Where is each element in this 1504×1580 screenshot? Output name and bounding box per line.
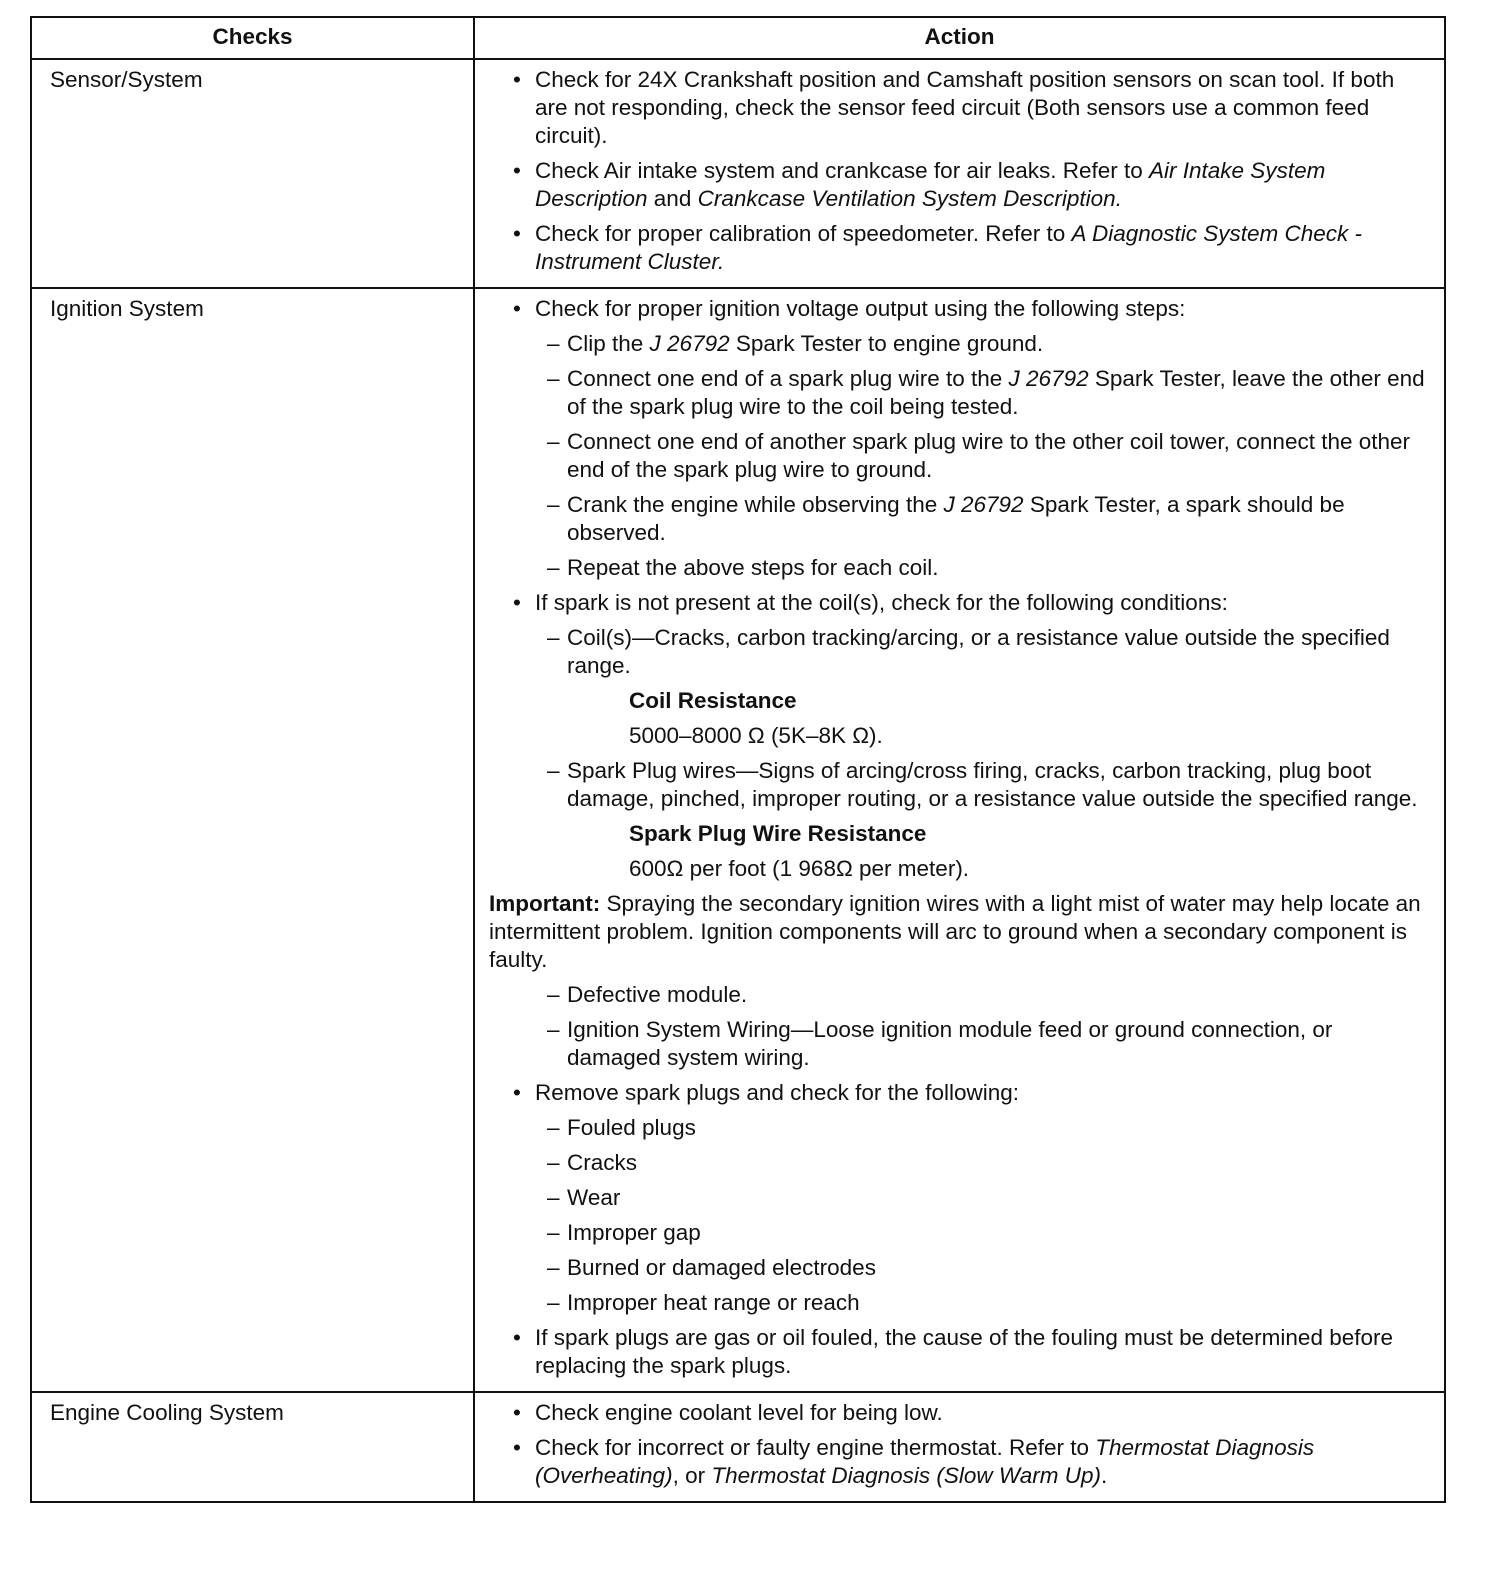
important-note: Important: Spraying the secondary ignition wires with a light mist of water may help locate an intermittent problem. Ignition components will arc to ground when a secondary component is faulty. [489, 891, 1421, 972]
dash-icon: – [547, 492, 560, 517]
bullet-icon: • [513, 158, 521, 183]
bullet-icon: • [513, 590, 521, 615]
action-cell [474, 59, 1445, 288]
dash-icon: – [547, 1255, 560, 1280]
dash-icon: – [547, 758, 560, 783]
reference-link: A Diagnostic System Check - Instrument Cluster [535, 221, 1363, 274]
dash-icon: – [547, 1115, 560, 1140]
dash-icon: – [547, 625, 560, 650]
spec-value: 5000–8000 Ω (5K–8K Ω). [629, 723, 883, 748]
spec-heading: Spark Plug Wire Resistance [629, 821, 927, 846]
dash-icon: – [547, 331, 560, 356]
list-item: • Check Air intake system and crankcase for air leaks. Refer to Air Intake System Description and Crankcase Ventilation System Description. [513, 158, 1326, 211]
dash-icon: – [547, 1185, 560, 1210]
list-item: • Remove spark plugs and check for the following: [513, 1080, 1020, 1105]
sub-list-item: – Improper gap [547, 1220, 701, 1245]
check-cell: Sensor/System [31, 59, 474, 288]
bullet-icon: • [513, 1435, 521, 1460]
dash-icon: – [547, 429, 560, 454]
spec-heading: Coil Resistance [629, 688, 797, 713]
bullet-icon: • [513, 1080, 521, 1105]
header-action: Action [474, 17, 1445, 59]
list-item: • Check engine coolant level for being low. [513, 1400, 943, 1425]
tool-reference: J 26792 [1008, 366, 1089, 391]
tool-reference: J 26792 [943, 492, 1024, 517]
list-item: • If spark is not present at the coil(s), check for the following conditions: [513, 590, 1228, 615]
spec-value: 600Ω per foot (1 968Ω per meter). [629, 856, 970, 881]
list-item: • Check for proper calibration of speedometer. Refer to A Diagnostic System Check - Instrument Cluster. [513, 221, 1363, 274]
dash-icon: – [547, 1017, 560, 1042]
sub-list-item: – Wear [547, 1185, 621, 1210]
bullet-icon: • [513, 1325, 521, 1350]
check-cell: Engine Cooling System [31, 1392, 474, 1502]
sub-list-item: – Connect one end of another spark plug wire to the other coil tower, connect the other end of the spark plug wire to ground. [547, 429, 1411, 482]
dash-icon: – [547, 1220, 560, 1245]
table-row [31, 59, 1445, 288]
sub-list-item: – Clip the J 26792 Spark Tester to engine ground. [547, 331, 1044, 356]
table-row [31, 1392, 1445, 1502]
sub-list-item: – Fouled plugs [547, 1115, 696, 1140]
sub-list-item: – Cracks [547, 1150, 638, 1175]
sub-list-item: – Coil(s)—Cracks, carbon tracking/arcing, or a resistance value outside the specified range. [547, 625, 1390, 678]
sub-list-item: – Connect one end of a spark plug wire to the J 26792 Spark Tester, leave the other end of the spark plug wire to the coil being tested. [547, 366, 1425, 419]
sub-list-item: – Ignition System Wiring—Loose ignition module feed or ground connection, or damaged system wiring. [547, 1017, 1333, 1070]
bullet-icon: • [513, 296, 521, 321]
list-item: • Check for incorrect or faulty engine thermostat. Refer to Thermostat Diagnosis (Overheating), or Thermostat Diagnosis (Slow Warm Up). [513, 1435, 1315, 1488]
check-cell: Ignition System [31, 288, 474, 1392]
header-row [31, 17, 1445, 59]
diagnostic-checks-table [30, 16, 1446, 1503]
reference-link: Thermostat Diagnosis (Overheating) [535, 1435, 1315, 1488]
sub-list-item: – Defective module. [547, 982, 748, 1007]
sub-list-item: – Repeat the above steps for each coil. [547, 555, 939, 580]
sub-list-item: – Burned or damaged electrodes [547, 1255, 876, 1280]
action-cell [474, 288, 1445, 1392]
tool-reference: J 26792 [649, 331, 730, 356]
reference-link: Crankcase Ventilation System Description. [697, 186, 1122, 211]
note-label: Important: [489, 891, 601, 916]
reference-link: Thermostat Diagnosis (Slow Warm Up) [711, 1463, 1102, 1488]
list-item: • Check for proper ignition voltage output using the following steps: [513, 296, 1186, 321]
dash-icon: – [547, 1150, 560, 1175]
dash-icon: – [547, 982, 560, 1007]
dash-icon: – [547, 1290, 560, 1315]
bullet-icon: • [513, 221, 521, 246]
list-item: • If spark plugs are gas or oil fouled, the cause of the fouling must be determined before replacing the spark plugs. [513, 1325, 1394, 1378]
header-checks: Checks [31, 17, 474, 59]
action-cell [474, 1392, 1445, 1502]
dash-icon: – [547, 366, 560, 391]
table-row [31, 288, 1445, 1392]
sub-list-item: – Improper heat range or reach [547, 1290, 860, 1315]
bullet-icon: • [513, 1400, 521, 1425]
bullet-icon: • [513, 67, 521, 92]
dash-icon: – [547, 555, 560, 580]
sub-list-item: – Crank the engine while observing the J 26792 Spark Tester, a spark should be observed. [547, 492, 1345, 545]
sub-list-item: – Spark Plug wires—Signs of arcing/cross firing, cracks, carbon tracking, plug boot damage, pinched, improper routing, or a resistance value outside the specified range. [547, 758, 1418, 811]
reference-link: Air Intake System Description [535, 158, 1326, 211]
list-item: • Check for 24X Crankshaft position and Camshaft position sensors on scan tool. If both are not responding, check the sensor feed circuit (Both sensors use a common feed circuit). [513, 67, 1395, 148]
